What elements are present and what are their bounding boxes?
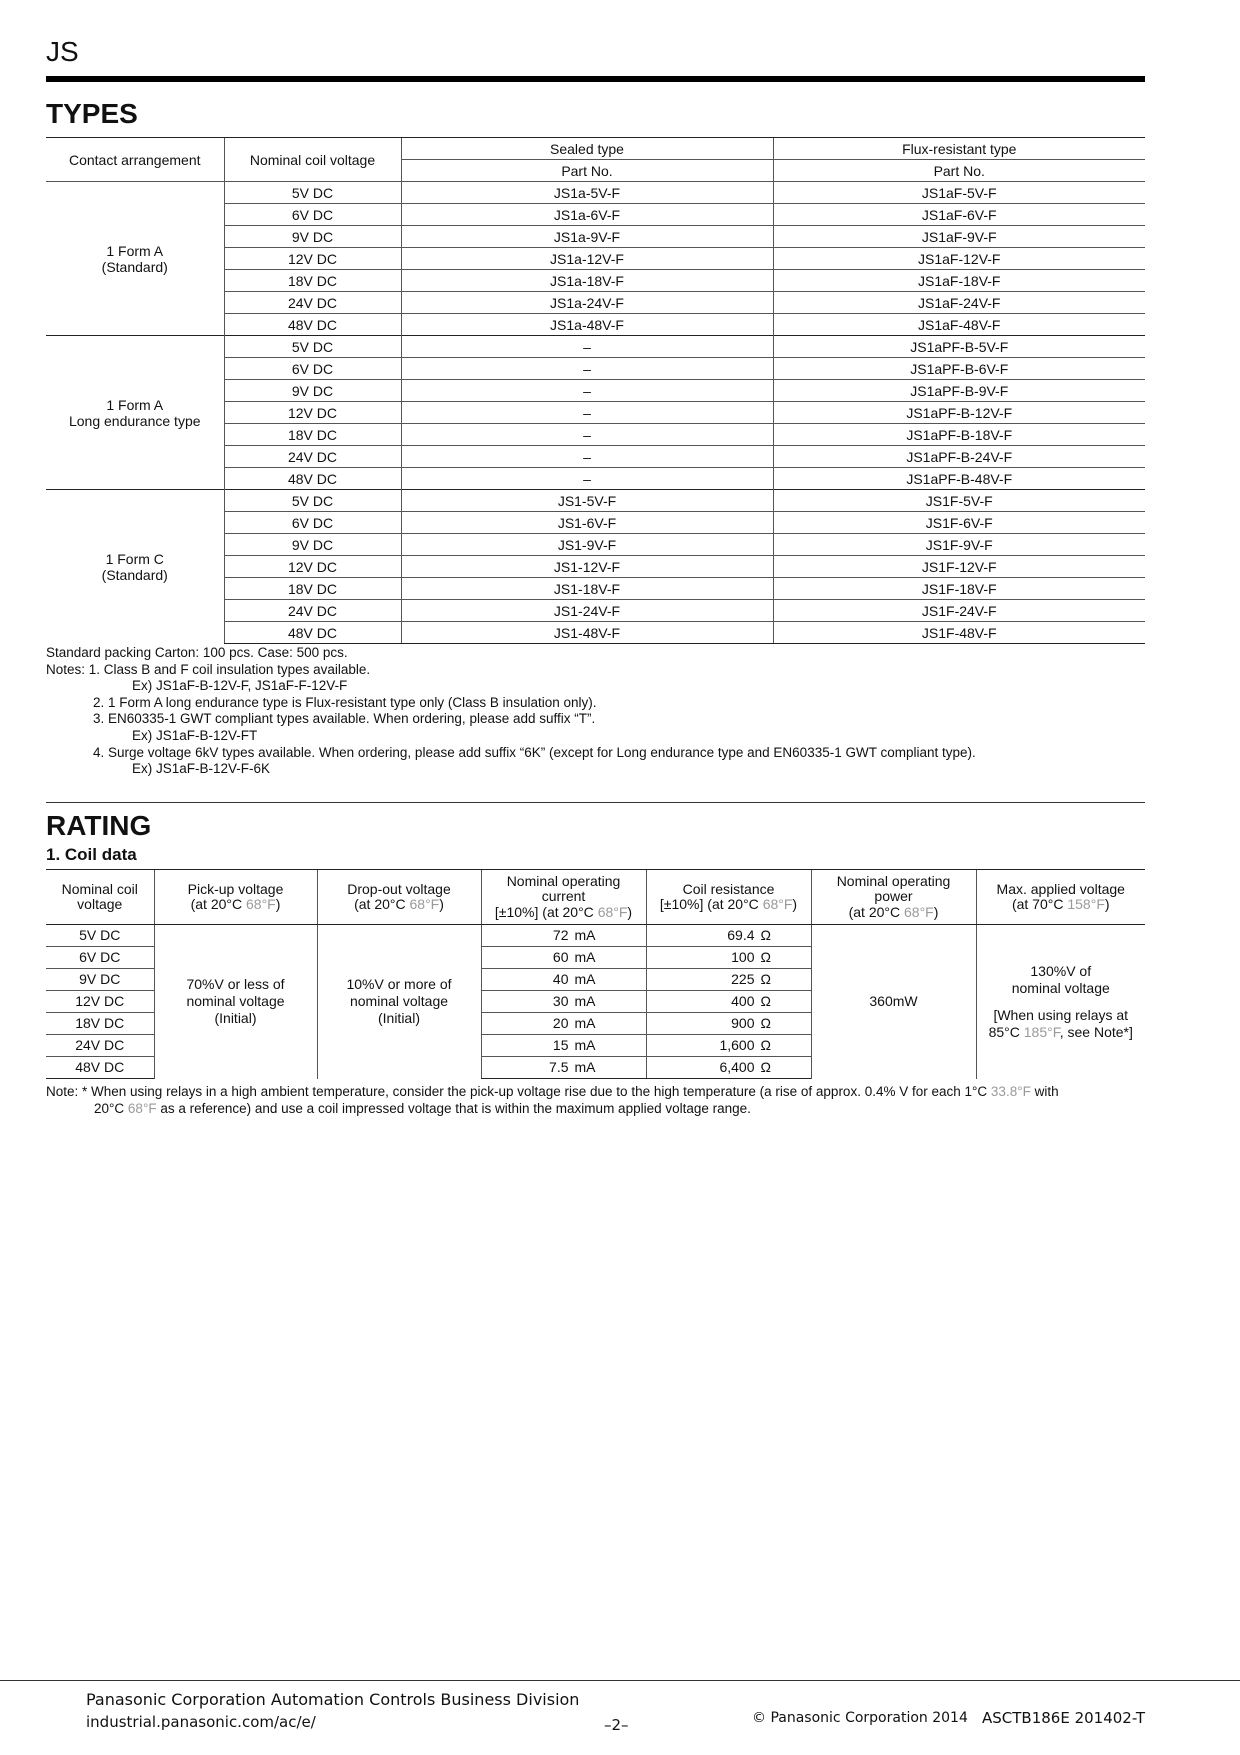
note-1: Notes: 1. Class B and F coil insulation types available.: [46, 661, 371, 677]
contact-arrangement-line: Long endurance type: [68, 412, 201, 429]
rating-rule: [46, 802, 1145, 803]
header-part-no-flux: Part No.: [773, 160, 1145, 182]
sealed-part-no-cell: –: [401, 446, 773, 468]
note-3: 3. EN60335-1 GWT compliant types available. When ordering, please add suffix “T”.: [93, 711, 596, 727]
current-value: 72: [552, 926, 569, 943]
header-line: [812, 905, 976, 921]
flux-part-no-cell: JS1aF-48V-F: [773, 314, 1145, 336]
resistance-unit: Ω: [760, 926, 771, 943]
header-nominal-coil-voltage: Nominal coil voltage: [224, 138, 401, 182]
current-unit: mA: [574, 970, 596, 987]
flux-part-no-cell: JS1aPF-B-24V-F: [773, 446, 1145, 468]
header-pickup-voltage: [154, 870, 317, 925]
header-text: ): [933, 903, 939, 920]
coil-resistance-cell: [646, 1013, 811, 1035]
sealed-part-no-cell: JS1-5V-F: [401, 490, 773, 512]
footer-rule: [0, 1680, 1240, 1681]
fahrenheit-value: 68°F: [246, 896, 276, 912]
header-line: Nominal operating: [836, 872, 951, 889]
note-text: 20°C: [94, 1101, 128, 1116]
operating-current-cell: [481, 925, 646, 947]
flux-part-no-cell: JS1aPF-B-18V-F: [773, 424, 1145, 446]
resistance-value: 400: [731, 992, 755, 1009]
header-line: [318, 897, 481, 913]
footer-url[interactable]: industrial.panasonic.com/ac/e/: [86, 1713, 316, 1731]
current-unit: mA: [574, 1058, 596, 1075]
flux-part-no-cell: JS1F-9V-F: [773, 534, 1145, 556]
flux-part-no-cell: JS1aF-9V-F: [773, 226, 1145, 248]
coil-data-subtitle: 1. Coil data: [46, 845, 137, 864]
operating-current-cell: [481, 1057, 646, 1079]
max-voltage-line: 130%V of: [1030, 962, 1092, 979]
header-line: [977, 897, 1146, 913]
header-line: [155, 897, 317, 913]
coil-voltage-cell: 9V DC: [224, 380, 401, 402]
sealed-part-no-cell: –: [401, 358, 773, 380]
coil-voltage-cell: 48V DC: [46, 1057, 154, 1079]
coil-voltage-cell: 12V DC: [224, 402, 401, 424]
header-line: current: [541, 888, 586, 905]
fahrenheit-value: 68°F: [597, 903, 628, 920]
header-rule: [46, 76, 1145, 82]
contact-arrangement-line: (Standard): [101, 258, 168, 275]
coil-resistance-cell: [646, 969, 811, 991]
fahrenheit-value: 68°F: [762, 896, 793, 912]
max-applied-voltage-cell: [976, 925, 1145, 1079]
types-title: TYPES: [46, 98, 138, 129]
coil-voltage-cell: 12V DC: [224, 556, 401, 578]
header-operating-power: [811, 870, 976, 925]
coil-voltage-cell: 18V DC: [224, 424, 401, 446]
max-voltage-line: nominal voltage: [1011, 979, 1110, 996]
sealed-part-no-cell: JS1a-24V-F: [401, 292, 773, 314]
fahrenheit-value: 68°F: [409, 896, 440, 912]
fahrenheit-value: 185°F: [1023, 1023, 1060, 1040]
flux-part-no-cell: JS1aF-12V-F: [773, 248, 1145, 270]
types-notes: [46, 645, 1145, 778]
current-value: 7.5: [549, 1058, 569, 1075]
coil-voltage-cell: 5V DC: [224, 182, 401, 204]
header-text: ): [627, 903, 633, 920]
max-voltage-line: [977, 1024, 1146, 1041]
operating-current-cell: [481, 947, 646, 969]
coil-voltage-cell: 24V DC: [224, 292, 401, 314]
note-text: as a reference) and use a coil impressed voltage that is within the maximum applied voltage range.: [156, 1101, 751, 1116]
header-text: ): [1104, 896, 1110, 912]
current-unit: mA: [574, 1036, 596, 1053]
coil-data-body: [46, 925, 1145, 1079]
dropout-voltage-cell: [317, 925, 481, 1079]
header-line: power: [874, 888, 913, 905]
header-part-no-sealed: Part No.: [401, 160, 773, 182]
current-unit: mA: [574, 926, 596, 943]
rating-title: RATING: [46, 810, 152, 841]
flux-part-no-cell: JS1F-6V-F: [773, 512, 1145, 534]
header-text: (at 70°C: [1011, 896, 1068, 912]
table-row: [46, 336, 1145, 358]
contact-arrangement-cell: [46, 182, 224, 336]
header-flux-resistant-type: Flux-resistant type: [773, 138, 1145, 160]
coil-voltage-cell: 48V DC: [224, 314, 401, 336]
sealed-part-no-cell: JS1-24V-F: [401, 600, 773, 622]
header-line: Drop-out voltage: [347, 880, 451, 897]
resistance-unit: Ω: [760, 1036, 771, 1053]
table-row: [46, 925, 1145, 947]
fahrenheit-value: 68°F: [127, 1101, 157, 1116]
header-operating-current: [481, 870, 646, 925]
flux-part-no-cell: JS1aF-5V-F: [773, 182, 1145, 204]
header-dropout-voltage: [317, 870, 481, 925]
contact-arrangement-cell: [46, 336, 224, 490]
header-line: Nominal coil: [61, 880, 138, 897]
footer-company: Panasonic Corporation Automation Controls Business Division: [86, 1690, 580, 1709]
operating-current-cell: [481, 969, 646, 991]
header-text: ): [439, 896, 444, 912]
flux-part-no-cell: JS1aF-6V-F: [773, 204, 1145, 226]
contact-arrangement-line: (Standard): [101, 566, 168, 583]
contact-arrangement-line: 1 Form A: [106, 242, 164, 259]
document-code: ASCTB186E 201402-T: [982, 1709, 1146, 1727]
current-unit: mA: [574, 1014, 596, 1031]
current-unit: mA: [574, 992, 596, 1009]
table-row: [46, 490, 1145, 512]
sealed-part-no-cell: JS1a-6V-F: [401, 204, 773, 226]
pickup-line: 70%V or less of: [186, 976, 285, 993]
resistance-value: 900: [731, 1014, 755, 1031]
contact-arrangement-cell: [46, 490, 224, 644]
note-line: [46, 1100, 1145, 1117]
current-value: 30: [552, 992, 569, 1009]
coil-voltage-cell: 24V DC: [224, 446, 401, 468]
header-text: ): [275, 896, 281, 912]
resistance-value: 6,400: [719, 1058, 755, 1075]
coil-voltage-cell: 6V DC: [46, 947, 154, 969]
coil-voltage-cell: 9V DC: [224, 226, 401, 248]
note-line: [46, 1083, 1145, 1100]
coil-voltage-cell: 9V DC: [46, 969, 154, 991]
header-text: ): [792, 896, 798, 912]
coil-voltage-cell: 12V DC: [46, 991, 154, 1013]
pickup-line: nominal voltage: [186, 993, 285, 1010]
coil-voltage-cell: 12V DC: [224, 248, 401, 270]
coil-voltage-cell: 18V DC: [224, 578, 401, 600]
fahrenheit-value: 33.8°F: [990, 1084, 1031, 1099]
max-voltage-text: 85°C: [988, 1023, 1024, 1040]
sealed-part-no-cell: –: [401, 402, 773, 424]
header-line: [482, 905, 646, 921]
flux-part-no-cell: JS1F-48V-F: [773, 622, 1145, 644]
coil-voltage-cell: 24V DC: [46, 1035, 154, 1057]
resistance-value: 225: [731, 970, 755, 987]
header-text: (at 20°C: [190, 896, 246, 912]
note-2: 2. 1 Form A long endurance type is Flux-resistant type only (Class B insulation only).: [93, 694, 597, 710]
coil-resistance-cell: [646, 925, 811, 947]
coil-voltage-cell: 9V DC: [224, 534, 401, 556]
operating-current-cell: [481, 1035, 646, 1057]
operating-power-cell: 360mW: [811, 925, 976, 1079]
sealed-part-no-cell: JS1-18V-F: [401, 578, 773, 600]
fahrenheit-value: 158°F: [1067, 896, 1105, 912]
coil-voltage-cell: 5V DC: [224, 336, 401, 358]
dropout-line: 10%V or more of: [346, 976, 452, 993]
contact-arrangement-line: 1 Form A: [106, 396, 164, 413]
resistance-value: 69.4: [727, 926, 755, 943]
header-line: Max. applied voltage: [996, 880, 1125, 897]
header-text: [±10%] (at 20°C: [494, 903, 598, 920]
flux-part-no-cell: JS1F-18V-F: [773, 578, 1145, 600]
dropout-line: nominal voltage: [349, 993, 449, 1010]
header-line: voltage: [77, 896, 123, 912]
resistance-unit: Ω: [760, 1058, 771, 1075]
dropout-line: (Initial): [377, 1010, 420, 1027]
header-line: Pick-up voltage: [187, 880, 284, 897]
note-text: with: [1030, 1084, 1059, 1099]
rating-note: [46, 1083, 1145, 1117]
coil-voltage-cell: 5V DC: [224, 490, 401, 512]
header-line: Coil resistance: [682, 880, 775, 897]
pickup-line: (Initial): [214, 1010, 257, 1027]
operating-current-cell: [481, 991, 646, 1013]
flux-part-no-cell: JS1aPF-B-12V-F: [773, 402, 1145, 424]
header-text: [±10%] (at 20°C: [659, 896, 763, 912]
current-value: 20: [552, 1014, 569, 1031]
max-voltage-line: [When using relays at: [993, 1006, 1129, 1023]
flux-part-no-cell: JS1aPF-B-5V-F: [773, 336, 1145, 358]
header-line: Nominal operating: [506, 872, 621, 889]
current-value: 60: [552, 948, 569, 965]
coil-data-table: [46, 869, 1145, 1079]
header-text: (at 20°C: [848, 903, 904, 920]
sealed-part-no-cell: JS1a-12V-F: [401, 248, 773, 270]
header-coil-resistance: [646, 870, 811, 925]
flux-part-no-cell: JS1aF-24V-F: [773, 292, 1145, 314]
header-contact-arrangement: Contact arrangement: [46, 138, 224, 182]
sealed-part-no-cell: JS1-12V-F: [401, 556, 773, 578]
coil-voltage-cell: 48V DC: [224, 622, 401, 644]
note-4-example: Ex) JS1aF-B-12V-F-6K: [132, 761, 271, 777]
coil-resistance-cell: [646, 1057, 811, 1079]
sealed-part-no-cell: –: [401, 468, 773, 490]
coil-resistance-cell: [646, 947, 811, 969]
header-sealed-type: Sealed type: [401, 138, 773, 160]
header-text: (at 20°C: [354, 896, 410, 912]
coil-voltage-cell: 48V DC: [224, 468, 401, 490]
flux-part-no-cell: JS1F-24V-F: [773, 600, 1145, 622]
table-row: [46, 182, 1145, 204]
resistance-unit: Ω: [760, 1014, 771, 1031]
flux-part-no-cell: JS1aPF-B-6V-F: [773, 358, 1145, 380]
coil-resistance-cell: [646, 991, 811, 1013]
coil-voltage-cell: 5V DC: [46, 925, 154, 947]
sealed-part-no-cell: –: [401, 380, 773, 402]
sealed-part-no-cell: JS1a-48V-F: [401, 314, 773, 336]
packing-note: Standard packing Carton: 100 pcs. Case: 500 pcs.: [46, 645, 348, 660]
flux-part-no-cell: JS1aF-18V-F: [773, 270, 1145, 292]
sealed-part-no-cell: JS1a-5V-F: [401, 182, 773, 204]
coil-voltage-cell: 6V DC: [224, 204, 401, 226]
fahrenheit-value: 68°F: [904, 903, 934, 920]
resistance-value: 1,600: [719, 1036, 755, 1053]
header-line: [647, 897, 811, 913]
current-value: 15: [552, 1036, 569, 1053]
coil-voltage-cell: 18V DC: [46, 1013, 154, 1035]
header-nominal-coil-voltage: [46, 870, 154, 925]
sealed-part-no-cell: JS1a-18V-F: [401, 270, 773, 292]
spacer: [977, 997, 1146, 1007]
footer-copyright: © Panasonic Corporation 2014: [752, 1710, 968, 1726]
coil-voltage-cell: 6V DC: [224, 512, 401, 534]
flux-part-no-cell: JS1F-12V-F: [773, 556, 1145, 578]
resistance-unit: Ω: [760, 948, 771, 965]
coil-voltage-cell: 24V DC: [224, 600, 401, 622]
flux-part-no-cell: JS1aPF-B-9V-F: [773, 380, 1145, 402]
resistance-unit: Ω: [760, 970, 771, 987]
flux-part-no-cell: JS1F-5V-F: [773, 490, 1145, 512]
current-value: 40: [552, 970, 569, 987]
note-4: 4. Surge voltage 6kV types available. When ordering, please add suffix “6K” (except for Long endurance type and EN60335-1 GWT compliant type).: [93, 744, 976, 760]
coil-voltage-cell: 6V DC: [224, 358, 401, 380]
resistance-value: 100: [731, 948, 755, 965]
resistance-unit: Ω: [760, 992, 771, 1009]
header-max-applied-voltage: [976, 870, 1145, 925]
max-voltage-text: , see Note*]: [1059, 1023, 1133, 1040]
sealed-part-no-cell: –: [401, 424, 773, 446]
sealed-part-no-cell: JS1-9V-F: [401, 534, 773, 556]
note-1-example: Ex) JS1aF-B-12V-F, JS1aF-F-12V-F: [132, 678, 348, 694]
sealed-part-no-cell: JS1-48V-F: [401, 622, 773, 644]
series-code: JS: [46, 36, 79, 67]
types-table-body: [46, 182, 1145, 644]
note-text: Note: * When using relays in a high ambient temperature, consider the pick-up voltage rise due to the high temperature (a rise of approx. 0.4% V for each 1°C: [46, 1084, 991, 1099]
coil-resistance-cell: [646, 1035, 811, 1057]
operating-current-cell: [481, 1013, 646, 1035]
contact-arrangement-line: 1 Form C: [105, 550, 164, 567]
current-unit: mA: [574, 948, 596, 965]
sealed-part-no-cell: JS1a-9V-F: [401, 226, 773, 248]
note-3-example: Ex) JS1aF-B-12V-FT: [132, 727, 258, 743]
sealed-part-no-cell: –: [401, 336, 773, 358]
pickup-voltage-cell: [154, 925, 317, 1079]
flux-part-no-cell: JS1aPF-B-48V-F: [773, 468, 1145, 490]
coil-voltage-cell: 18V DC: [224, 270, 401, 292]
page-number: –2–: [604, 1716, 629, 1734]
types-table: [46, 137, 1145, 644]
sealed-part-no-cell: JS1-6V-F: [401, 512, 773, 534]
